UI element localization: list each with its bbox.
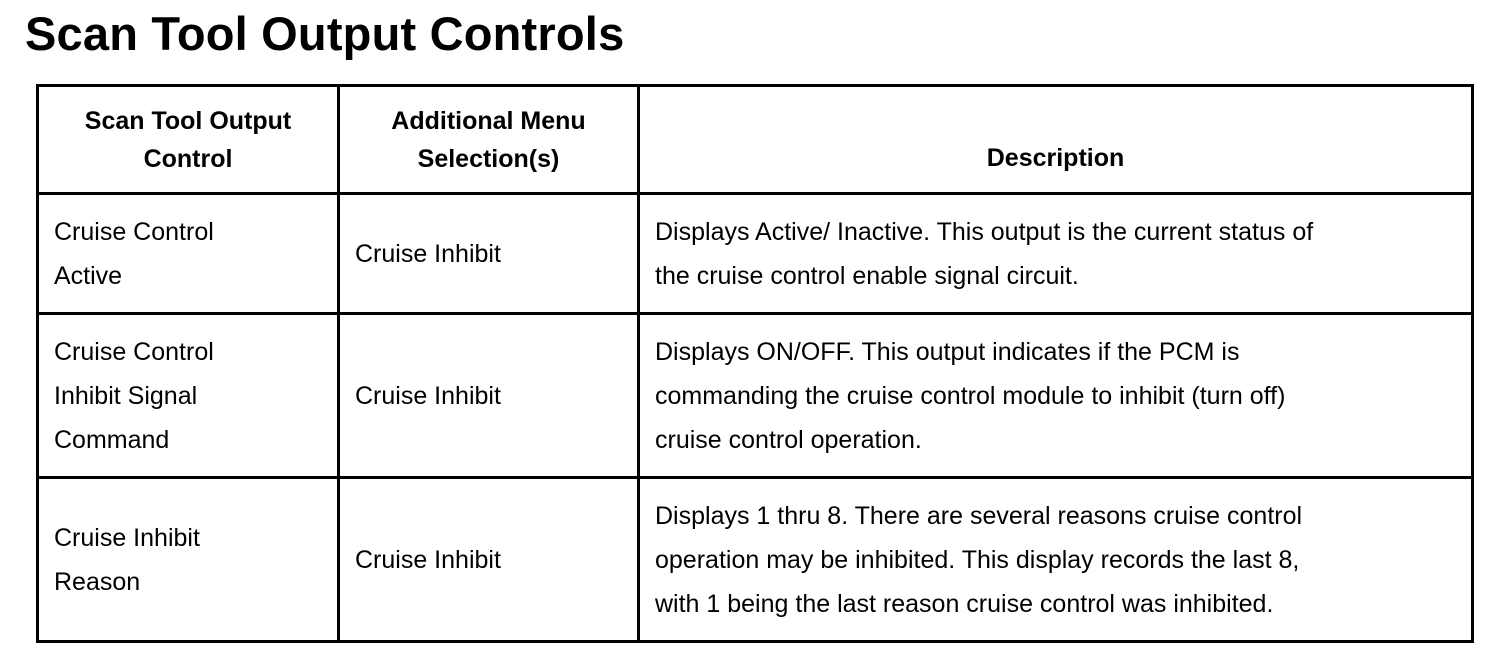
header-additional-menu-selections: Additional Menu Selection(s) xyxy=(339,86,639,194)
table-row xyxy=(38,314,1473,478)
cell-control: Cruise Control Active xyxy=(38,194,339,314)
cell-control: Cruise Control Inhibit Signal Command xyxy=(38,314,339,478)
cell-description: Displays ON/OFF. This output indicates if the PCM is commanding the cruise control module to inhibit (turn off) cruise control operation. xyxy=(639,314,1473,478)
cell-description: Displays 1 thru 8. There are several reasons cruise control operation may be inhibited. This display records the last 8, with 1 being the last reason cruise control was inhibited. xyxy=(639,478,1473,642)
table-row xyxy=(38,478,1473,642)
cell-description: Displays Active/ Inactive. This output is the current status of the cruise control enable signal circuit. xyxy=(639,194,1473,314)
cell-control: Cruise Inhibit Reason xyxy=(38,478,339,642)
cell-menu-selection: Cruise Inhibit xyxy=(339,194,639,314)
header-description: Description xyxy=(639,86,1473,194)
cell-menu-selection: Cruise Inhibit xyxy=(339,478,639,642)
header-scan-tool-output-control: Scan Tool Output Control xyxy=(38,86,339,194)
scan-tool-output-controls-table xyxy=(36,84,1474,643)
page-title: Scan Tool Output Controls xyxy=(25,7,625,60)
table-row xyxy=(38,194,1473,314)
table-header-row xyxy=(38,86,1473,194)
cell-menu-selection: Cruise Inhibit xyxy=(339,314,639,478)
